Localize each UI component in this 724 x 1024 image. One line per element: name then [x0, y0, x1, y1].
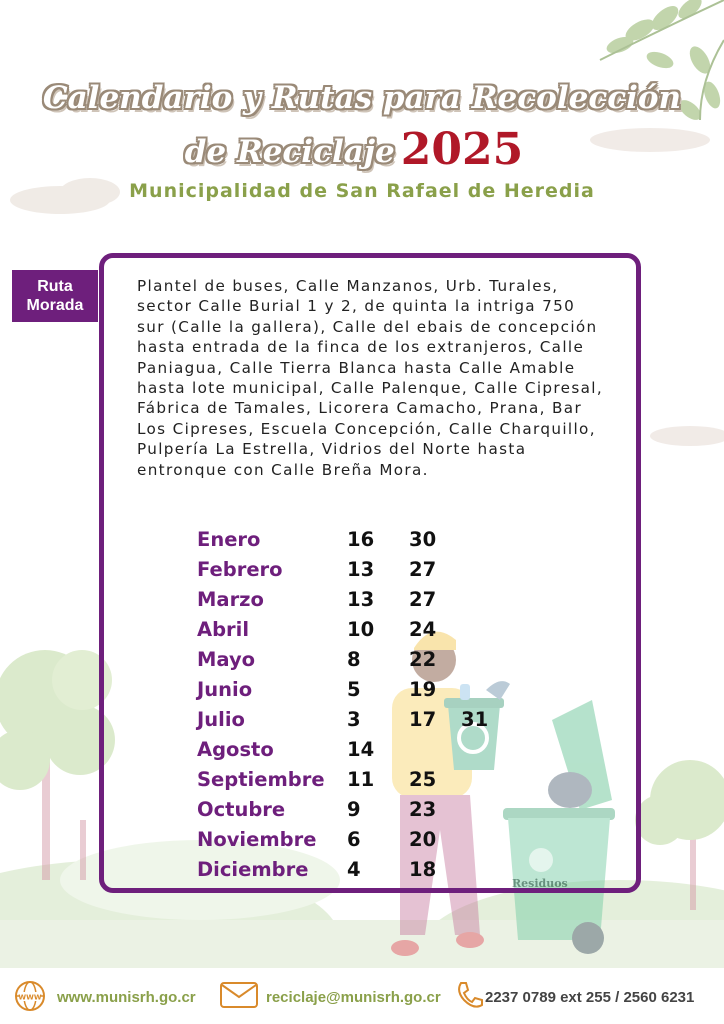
email-link[interactable]: reciclaje@munisrh.go.cr: [266, 989, 441, 1006]
month-label: Febrero: [197, 558, 283, 581]
month-label: Junio: [197, 678, 253, 701]
collection-day: 13: [347, 558, 375, 581]
collection-day: 16: [347, 528, 375, 551]
globe-icon: [14, 980, 46, 1012]
route-description: Plantel de buses, Calle Manzanos, Urb. Turales, sector Calle Burial 1 y 2, de quinta la intriga 750 sur (Calle la gallera), Calle del ebais de concepción hasta entrada de la finca de los extranjeros, Calle Paniagua, Calle Tierra Blanca hasta Calle Amable hasta lote municipal, Calle Palenque, Calle Cipresal, Fábrica de Tamales, Licorera Camacho, Prana, Bar Los Cipreses, Escuela Concepción, Calle Charquillo, Pulpería La Estrella, Vidrios del Norte hasta entronque con Calle Breña Mora.: [137, 277, 604, 479]
collection-day: 10: [347, 618, 375, 641]
collection-day: 30: [409, 528, 437, 551]
year-label: 2025: [400, 124, 524, 175]
collection-day: 14: [347, 738, 375, 761]
month-label: Diciembre: [197, 858, 309, 881]
collection-day: 31: [461, 708, 489, 731]
month-label: Octubre: [197, 798, 286, 821]
schedule-table: [197, 528, 527, 888]
collection-day: 11: [347, 768, 375, 791]
bin-label: Residuos: [512, 877, 568, 890]
month-label: Marzo: [197, 588, 264, 611]
collection-day: 20: [409, 828, 437, 851]
month-label: Mayo: [197, 648, 256, 671]
collection-day: 27: [409, 558, 437, 581]
phone-icon: [454, 980, 484, 1010]
collection-day: 8: [347, 648, 361, 671]
phone-number: 2237 0789 ext 255 / 2560 6231: [485, 989, 695, 1006]
collection-day: 6: [347, 828, 361, 851]
collection-day: 9: [347, 798, 361, 821]
schedule-row: [197, 858, 527, 888]
collection-day: 24: [409, 618, 437, 641]
collection-day: 25: [409, 768, 437, 791]
collection-day: 4: [347, 858, 361, 881]
schedule-row: [197, 828, 527, 858]
schedule-row: [197, 648, 527, 678]
month-label: Septiembre: [197, 768, 325, 791]
page-title-line2: [0, 124, 716, 175]
schedule-row: [197, 558, 527, 588]
schedule-row: [197, 678, 527, 708]
municipality-subtitle: Municipalidad de San Rafael de Heredia: [129, 180, 595, 202]
web-icon-text: WWW: [18, 993, 42, 1002]
collection-day: 17: [409, 708, 437, 731]
month-label: Agosto: [197, 738, 274, 761]
schedule-row: [197, 618, 527, 648]
title-text: de Reciclaje: [184, 134, 395, 170]
schedule-row: [197, 798, 527, 828]
month-label: Julio: [197, 708, 245, 731]
collection-day: 27: [409, 588, 437, 611]
collection-day: 23: [409, 798, 437, 821]
month-label: Noviembre: [197, 828, 317, 851]
collection-day: 13: [347, 588, 375, 611]
route-tag: Ruta Morada: [12, 270, 98, 322]
collection-day: 22: [409, 648, 437, 671]
schedule-row: [197, 528, 527, 558]
schedule-row: [197, 738, 527, 768]
page-title: Calendario y Rutas para Recolección: [42, 80, 682, 116]
collection-day: 5: [347, 678, 361, 701]
month-label: Enero: [197, 528, 261, 551]
website-link[interactable]: www.munisrh.go.cr: [57, 989, 196, 1006]
schedule-row: [197, 708, 527, 738]
schedule-row: [197, 768, 527, 798]
schedule-row: [197, 588, 527, 618]
month-label: Abril: [197, 618, 250, 641]
email-icon: [220, 982, 258, 1008]
collection-day: 19: [409, 678, 437, 701]
collection-day: 3: [347, 708, 361, 731]
collection-day: 18: [409, 858, 437, 881]
